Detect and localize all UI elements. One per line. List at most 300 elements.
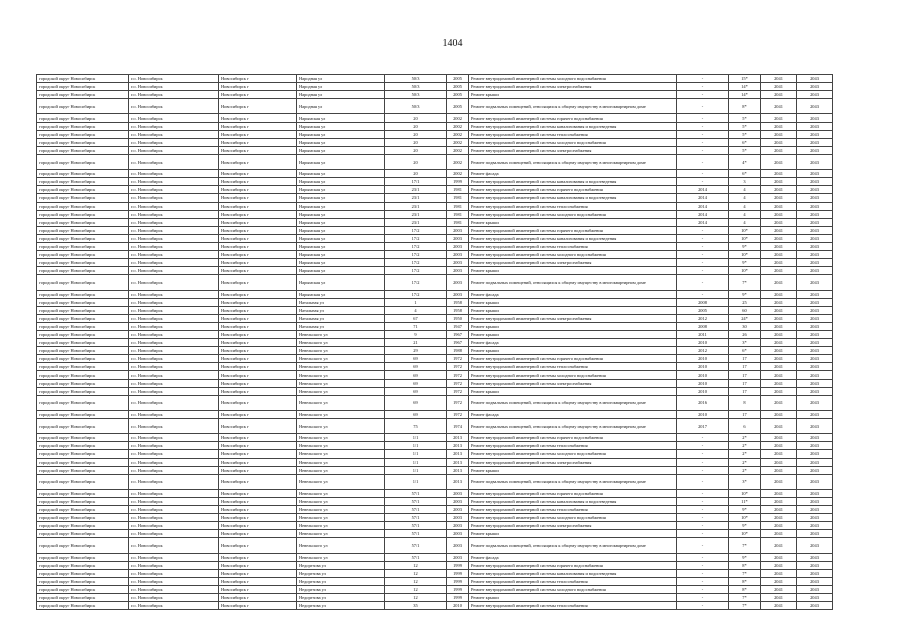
table-row [37, 251, 871, 259]
cell-district: г.о. Новосибирск [129, 138, 219, 146]
cell-plan-start: 2041 [761, 99, 797, 114]
cell-locality: Новосибирск г [219, 210, 297, 218]
cell-municipality: городской округ Новосибирск [37, 146, 129, 154]
cell-locality: Новосибирск г [219, 506, 297, 514]
cell-plan-start: 2041 [761, 561, 797, 569]
table-row [37, 522, 871, 530]
table-row [37, 434, 871, 442]
cell-street: Невельского ул [297, 466, 385, 474]
cell-house-number: 1 [385, 298, 447, 306]
cell-plan-end: 2043 [797, 83, 833, 91]
cell-build-year: 1999 [447, 586, 469, 594]
cell-house-number: 23/1 [385, 210, 447, 218]
cell-wear: 10* [729, 530, 761, 538]
cell-street: Невельского ул [297, 363, 385, 371]
cell-plan-end: 2043 [797, 306, 833, 314]
cell-district: г.о. Новосибирск [129, 259, 219, 267]
cell-build-year: 1999 [447, 178, 469, 186]
cell-district: г.о. Новосибирск [129, 226, 219, 234]
cell-plan-end: 2043 [797, 75, 833, 83]
cell-district: г.о. Новосибирск [129, 379, 219, 387]
cell-plan-end: 2043 [797, 458, 833, 466]
cell-plan-end: 2043 [797, 91, 833, 99]
cell-plan-start: 2041 [761, 290, 797, 298]
cell-last-repair-year: 2017 [677, 419, 729, 434]
cell-plan-start: 2041 [761, 298, 797, 306]
cell-house-number: 57/1 [385, 553, 447, 561]
cell-house-number: 17/2 [385, 267, 447, 275]
cell-municipality: городской округ Новосибирск [37, 234, 129, 242]
cell-house-number: 50/3 [385, 83, 447, 91]
cell-plan-end: 2043 [797, 569, 833, 577]
cell-build-year: 2003 [447, 522, 469, 530]
table-row [37, 363, 871, 371]
cell-wear: 24* [729, 314, 761, 322]
cell-locality: Новосибирск г [219, 347, 297, 355]
cell-plan-start: 2041 [761, 442, 797, 450]
cell-municipality: городской округ Новосибирск [37, 242, 129, 250]
cell-plan-start: 2041 [761, 506, 797, 514]
cell-municipality: городской округ Новосибирск [37, 202, 129, 210]
cell-plan-end: 2043 [797, 259, 833, 267]
cell-locality: Новосибирск г [219, 186, 297, 194]
cell-last-repair-year: - [677, 75, 729, 83]
table-row [37, 339, 871, 347]
cell-last-repair-year: 2014 [677, 218, 729, 226]
cell-work-type: Ремонт крыши [469, 347, 677, 355]
cell-build-year: 2003 [447, 530, 469, 538]
cell-wear: 17 [729, 387, 761, 395]
cell-plan-start: 2041 [761, 226, 797, 234]
cell-wear: 60 [729, 306, 761, 314]
cell-house-number: 20 [385, 138, 447, 146]
table-row [37, 194, 871, 202]
cell-work-type: Ремонт подвальных помещений, относящихся к общему имуществу в многоквартирном доме [469, 395, 677, 410]
cell-plan-end: 2043 [797, 497, 833, 505]
cell-last-repair-year: 2010 [677, 355, 729, 363]
cell-plan-start: 2041 [761, 146, 797, 154]
table-row [37, 594, 871, 602]
cell-wear: 3* [729, 474, 761, 489]
cell-plan-start: 2041 [761, 114, 797, 122]
cell-locality: Новосибирск г [219, 259, 297, 267]
cell-plan-start: 2041 [761, 306, 797, 314]
cell-district: г.о. Новосибирск [129, 290, 219, 298]
cell-build-year: 1958 [447, 298, 469, 306]
table-row [37, 210, 871, 218]
cell-wear: 9* [729, 522, 761, 530]
cell-work-type: Ремонт крыши [469, 306, 677, 314]
cell-last-repair-year: - [677, 466, 729, 474]
cell-last-repair-year: - [677, 538, 729, 553]
cell-last-repair-year: 2010 [677, 387, 729, 395]
cell-municipality: городской округ Новосибирск [37, 577, 129, 585]
cell-last-repair-year: - [677, 594, 729, 602]
cell-locality: Новосибирск г [219, 170, 297, 178]
cell-plan-start: 2041 [761, 387, 797, 395]
cell-locality: Новосибирск г [219, 419, 297, 434]
cell-district: г.о. Новосибирск [129, 506, 219, 514]
cell-wear: 15* [729, 75, 761, 83]
cell-plan-start: 2041 [761, 395, 797, 410]
cell-house-number: 29 [385, 347, 447, 355]
cell-last-repair-year: - [677, 251, 729, 259]
cell-municipality: городской округ Новосибирск [37, 290, 129, 298]
cell-last-repair-year: - [677, 489, 729, 497]
table-row [37, 259, 871, 267]
cell-work-type: Ремонт крыши [469, 331, 677, 339]
cell-last-repair-year: - [677, 234, 729, 242]
table-row [37, 331, 871, 339]
cell-municipality: городской округ Новосибирск [37, 251, 129, 259]
cell-last-repair-year: - [677, 242, 729, 250]
cell-locality: Новосибирск г [219, 75, 297, 83]
cell-build-year: 2003 [447, 226, 469, 234]
cell-wear: 7* [729, 538, 761, 553]
table-row [37, 466, 871, 474]
cell-street: Невельского ул [297, 371, 385, 379]
table-row [37, 569, 871, 577]
cell-work-type: Ремонт крыши [469, 322, 677, 330]
cell-wear: 3* [729, 339, 761, 347]
cell-work-type: Ремонт крыши [469, 594, 677, 602]
cell-wear: 9* [729, 259, 761, 267]
cell-municipality: городской округ Новосибирск [37, 530, 129, 538]
cell-last-repair-year: 2014 [677, 194, 729, 202]
cell-last-repair-year: - [677, 130, 729, 138]
cell-street: Недорезова ул [297, 602, 385, 610]
cell-house-number: 1/1 [385, 450, 447, 458]
table-row [37, 379, 871, 387]
cell-street: Невельского ул [297, 514, 385, 522]
cell-street: Недорезова ул [297, 586, 385, 594]
cell-district: г.о. Новосибирск [129, 91, 219, 99]
cell-last-repair-year: - [677, 434, 729, 442]
cell-plan-start: 2041 [761, 331, 797, 339]
cell-work-type: Ремонт внутридомовой инженерной системы холодного водоснабжения [469, 210, 677, 218]
cell-municipality: городской округ Новосибирск [37, 514, 129, 522]
cell-house-number: 69 [385, 363, 447, 371]
cell-work-type: Ремонт внутридомовой инженерной системы горячего водоснабжения [469, 355, 677, 363]
table-row [37, 275, 871, 290]
cell-locality: Новосибирск г [219, 538, 297, 553]
cell-district: г.о. Новосибирск [129, 514, 219, 522]
cell-house-number: 75 [385, 419, 447, 434]
cell-plan-end: 2043 [797, 331, 833, 339]
cell-street: Нарымская ул [297, 154, 385, 169]
cell-build-year: 2002 [447, 170, 469, 178]
cell-district: г.о. Новосибирск [129, 497, 219, 505]
table-row [37, 170, 871, 178]
cell-municipality: городской округ Новосибирск [37, 314, 129, 322]
cell-district: г.о. Новосибирск [129, 530, 219, 538]
cell-plan-start: 2041 [761, 339, 797, 347]
cell-build-year: 1967 [447, 339, 469, 347]
cell-municipality: городской округ Новосибирск [37, 442, 129, 450]
cell-street: Невельского ул [297, 474, 385, 489]
cell-municipality: городской округ Новосибирск [37, 450, 129, 458]
cell-district: г.о. Новосибирск [129, 275, 219, 290]
cell-street: Нарымская ул [297, 178, 385, 186]
cell-work-type: Ремонт подвальных помещений, относящихся к общему имуществу в многоквартирном доме [469, 154, 677, 169]
cell-work-type: Ремонт крыши [469, 218, 677, 226]
cell-street: Нарымская ул [297, 226, 385, 234]
cell-wear: 8* [729, 561, 761, 569]
cell-municipality: городской округ Новосибирск [37, 218, 129, 226]
cell-locality: Новосибирск г [219, 594, 297, 602]
cell-plan-end: 2043 [797, 442, 833, 450]
cell-street: Нарымская ул [297, 242, 385, 250]
cell-municipality: городской округ Новосибирск [37, 355, 129, 363]
cell-work-type: Ремонт внутридомовой инженерной системы канализования и водоотведения [469, 178, 677, 186]
cell-work-type: Ремонт крыши [469, 387, 677, 395]
table-row [37, 602, 871, 610]
table-row [37, 99, 871, 114]
table-row [37, 298, 871, 306]
cell-municipality: городской округ Новосибирск [37, 99, 129, 114]
cell-street: Натальная ул [297, 298, 385, 306]
cell-street: Нарымская ул [297, 259, 385, 267]
cell-work-type: Ремонт фасада [469, 410, 677, 418]
cell-municipality: городской округ Новосибирск [37, 210, 129, 218]
cell-house-number: 12 [385, 586, 447, 594]
cell-wear: 9* [729, 242, 761, 250]
cell-work-type: Ремонт внутридомовой инженерной системы холодного водоснабжения [469, 251, 677, 259]
table-row [37, 186, 871, 194]
cell-wear: 7* [729, 275, 761, 290]
cell-municipality: городской округ Новосибирск [37, 387, 129, 395]
cell-locality: Новосибирск г [219, 114, 297, 122]
cell-district: г.о. Новосибирск [129, 99, 219, 114]
cell-plan-end: 2043 [797, 530, 833, 538]
cell-build-year: 2003 [447, 242, 469, 250]
cell-municipality: городской округ Новосибирск [37, 474, 129, 489]
cell-last-repair-year: 2012 [677, 314, 729, 322]
cell-house-number: 69 [385, 355, 447, 363]
cell-work-type: Ремонт внутридомовой инженерной системы теплоснабжения [469, 577, 677, 585]
cell-work-type: Ремонт внутридомовой инженерной системы теплоснабжения [469, 506, 677, 514]
cell-build-year: 2003 [447, 538, 469, 553]
cell-street: Нарымская ул [297, 202, 385, 210]
cell-plan-end: 2043 [797, 506, 833, 514]
cell-work-type: Ремонт внутридомовой инженерной системы теплоснабжения [469, 242, 677, 250]
cell-district: г.о. Новосибирск [129, 314, 219, 322]
cell-municipality: городской округ Новосибирск [37, 298, 129, 306]
cell-street: Невельского ул [297, 395, 385, 410]
table-row [37, 122, 871, 130]
cell-plan-start: 2041 [761, 474, 797, 489]
cell-house-number: 17/2 [385, 234, 447, 242]
cell-plan-start: 2041 [761, 251, 797, 259]
cell-plan-end: 2043 [797, 561, 833, 569]
cell-house-number: 17/2 [385, 275, 447, 290]
cell-district: г.о. Новосибирск [129, 75, 219, 83]
cell-last-repair-year: - [677, 267, 729, 275]
cell-work-type: Ремонт внутридомовой инженерной системы холодного водоснабжения [469, 371, 677, 379]
cell-last-repair-year: - [677, 522, 729, 530]
cell-last-repair-year: - [677, 474, 729, 489]
cell-district: г.о. Новосибирск [129, 602, 219, 610]
cell-house-number: 20 [385, 154, 447, 169]
cell-plan-start: 2041 [761, 218, 797, 226]
cell-district: г.о. Новосибирск [129, 322, 219, 330]
cell-work-type: Ремонт внутридомовой инженерной системы холодного водоснабжения [469, 450, 677, 458]
cell-municipality: городской округ Новосибирск [37, 226, 129, 234]
cell-build-year: 1967 [447, 331, 469, 339]
cell-district: г.о. Новосибирск [129, 154, 219, 169]
cell-last-repair-year: - [677, 602, 729, 610]
cell-district: г.о. Новосибирск [129, 538, 219, 553]
cell-plan-start: 2041 [761, 569, 797, 577]
cell-work-type: Ремонт подвальных помещений, относящихся к общему имуществу в многоквартирном доме [469, 99, 677, 114]
cell-wear: 2* [729, 466, 761, 474]
cell-plan-start: 2041 [761, 267, 797, 275]
cell-house-number: 67 [385, 314, 447, 322]
cell-build-year: 2005 [447, 75, 469, 83]
cell-house-number: 1/1 [385, 434, 447, 442]
cell-house-number: 57/1 [385, 506, 447, 514]
cell-district: г.о. Новосибирск [129, 387, 219, 395]
cell-street: Нарымская ул [297, 234, 385, 242]
cell-build-year: 1999 [447, 577, 469, 585]
cell-wear: 14* [729, 91, 761, 99]
cell-district: г.о. Новосибирск [129, 146, 219, 154]
cell-plan-end: 2043 [797, 577, 833, 585]
cell-municipality: городской округ Новосибирск [37, 322, 129, 330]
cell-plan-end: 2043 [797, 226, 833, 234]
cell-locality: Новосибирск г [219, 234, 297, 242]
cell-work-type: Ремонт подвальных помещений, относящихся к общему имуществу в многоквартирном доме [469, 275, 677, 290]
cell-last-repair-year: 2010 [677, 379, 729, 387]
cell-locality: Новосибирск г [219, 83, 297, 91]
cell-work-type: Ремонт внутридомовой инженерной системы горячего водоснабжения [469, 489, 677, 497]
cell-work-type: Ремонт внутридомовой инженерной системы канализования и водоотведения [469, 234, 677, 242]
cell-house-number: 23/1 [385, 186, 447, 194]
cell-district: г.о. Новосибирск [129, 267, 219, 275]
cell-district: г.о. Новосибирск [129, 347, 219, 355]
cell-plan-start: 2041 [761, 186, 797, 194]
cell-district: г.о. Новосибирск [129, 298, 219, 306]
cell-last-repair-year: - [677, 146, 729, 154]
cell-district: г.о. Новосибирск [129, 234, 219, 242]
cell-build-year: 2013 [447, 450, 469, 458]
cell-municipality: городской округ Новосибирск [37, 379, 129, 387]
table-body [37, 75, 871, 610]
cell-last-repair-year: - [677, 91, 729, 99]
cell-wear: 10* [729, 234, 761, 242]
cell-plan-start: 2041 [761, 363, 797, 371]
table-row [37, 577, 871, 585]
cell-build-year: 2003 [447, 489, 469, 497]
cell-build-year: 2003 [447, 234, 469, 242]
cell-build-year: 1988 [447, 347, 469, 355]
cell-last-repair-year: - [677, 506, 729, 514]
cell-work-type: Ремонт внутридомовой инженерной системы горячего водоснабжения [469, 114, 677, 122]
cell-municipality: городской округ Новосибирск [37, 434, 129, 442]
cell-district: г.о. Новосибирск [129, 306, 219, 314]
cell-municipality: городской округ Новосибирск [37, 538, 129, 553]
cell-wear: 2* [729, 458, 761, 466]
cell-plan-end: 2043 [797, 410, 833, 418]
cell-work-type: Ремонт фасада [469, 553, 677, 561]
cell-locality: Новосибирск г [219, 275, 297, 290]
table-row [37, 442, 871, 450]
cell-wear: 5* [729, 114, 761, 122]
cell-house-number: 12 [385, 569, 447, 577]
cell-work-type: Ремонт внутридомовой инженерной системы канализования и водоотведения [469, 194, 677, 202]
cell-work-type: Ремонт внутридомовой инженерной системы электроснабжения [469, 314, 677, 322]
cell-municipality: городской округ Новосибирск [37, 497, 129, 505]
cell-house-number: 50/3 [385, 99, 447, 114]
cell-plan-start: 2041 [761, 522, 797, 530]
cell-plan-end: 2043 [797, 314, 833, 322]
cell-municipality: городской округ Новосибирск [37, 506, 129, 514]
table-row [37, 91, 871, 99]
cell-locality: Новосибирск г [219, 355, 297, 363]
cell-work-type: Ремонт крыши [469, 466, 677, 474]
cell-locality: Новосибирск г [219, 442, 297, 450]
cell-locality: Новосибирск г [219, 458, 297, 466]
cell-wear: 10* [729, 514, 761, 522]
cell-locality: Новосибирск г [219, 379, 297, 387]
cell-last-repair-year: 2016 [677, 395, 729, 410]
cell-wear: 10* [729, 267, 761, 275]
cell-build-year: 2002 [447, 138, 469, 146]
cell-locality: Новосибирск г [219, 410, 297, 418]
cell-district: г.о. Новосибирск [129, 194, 219, 202]
cell-wear: 8* [729, 99, 761, 114]
cell-municipality: городской округ Новосибирск [37, 594, 129, 602]
cell-house-number: 69 [385, 371, 447, 379]
cell-street: Невельского ул [297, 553, 385, 561]
cell-plan-end: 2043 [797, 242, 833, 250]
cell-district: г.о. Новосибирск [129, 395, 219, 410]
cell-work-type: Ремонт внутридомовой инженерной системы горячего водоснабжения [469, 186, 677, 194]
cell-district: г.о. Новосибирск [129, 331, 219, 339]
cell-build-year: 2002 [447, 154, 469, 169]
cell-locality: Новосибирск г [219, 363, 297, 371]
cell-last-repair-year: 2014 [677, 186, 729, 194]
cell-street: Натальная ул [297, 306, 385, 314]
cell-build-year: 2002 [447, 146, 469, 154]
cell-last-repair-year: - [677, 458, 729, 466]
cell-house-number: 35 [385, 602, 447, 610]
cell-district: г.о. Новосибирск [129, 170, 219, 178]
cell-build-year: 1981 [447, 210, 469, 218]
cell-street: Невельского ул [297, 347, 385, 355]
cell-wear: 26 [729, 331, 761, 339]
cell-plan-end: 2043 [797, 522, 833, 530]
cell-wear: 2* [729, 434, 761, 442]
cell-locality: Новосибирск г [219, 331, 297, 339]
cell-plan-end: 2043 [797, 186, 833, 194]
table-row [37, 83, 871, 91]
cell-plan-start: 2041 [761, 602, 797, 610]
cell-build-year: 1981 [447, 218, 469, 226]
cell-wear: 4 [729, 218, 761, 226]
cell-plan-end: 2043 [797, 395, 833, 410]
cell-locality: Новосибирск г [219, 450, 297, 458]
cell-plan-end: 2043 [797, 290, 833, 298]
table-row [37, 506, 871, 514]
cell-build-year: 1972 [447, 410, 469, 418]
cell-street: Невельского ул [297, 442, 385, 450]
cell-house-number: 17/2 [385, 242, 447, 250]
cell-locality: Новосибирск г [219, 138, 297, 146]
cell-district: г.о. Новосибирск [129, 553, 219, 561]
table-row [37, 497, 871, 505]
cell-last-repair-year: - [677, 586, 729, 594]
